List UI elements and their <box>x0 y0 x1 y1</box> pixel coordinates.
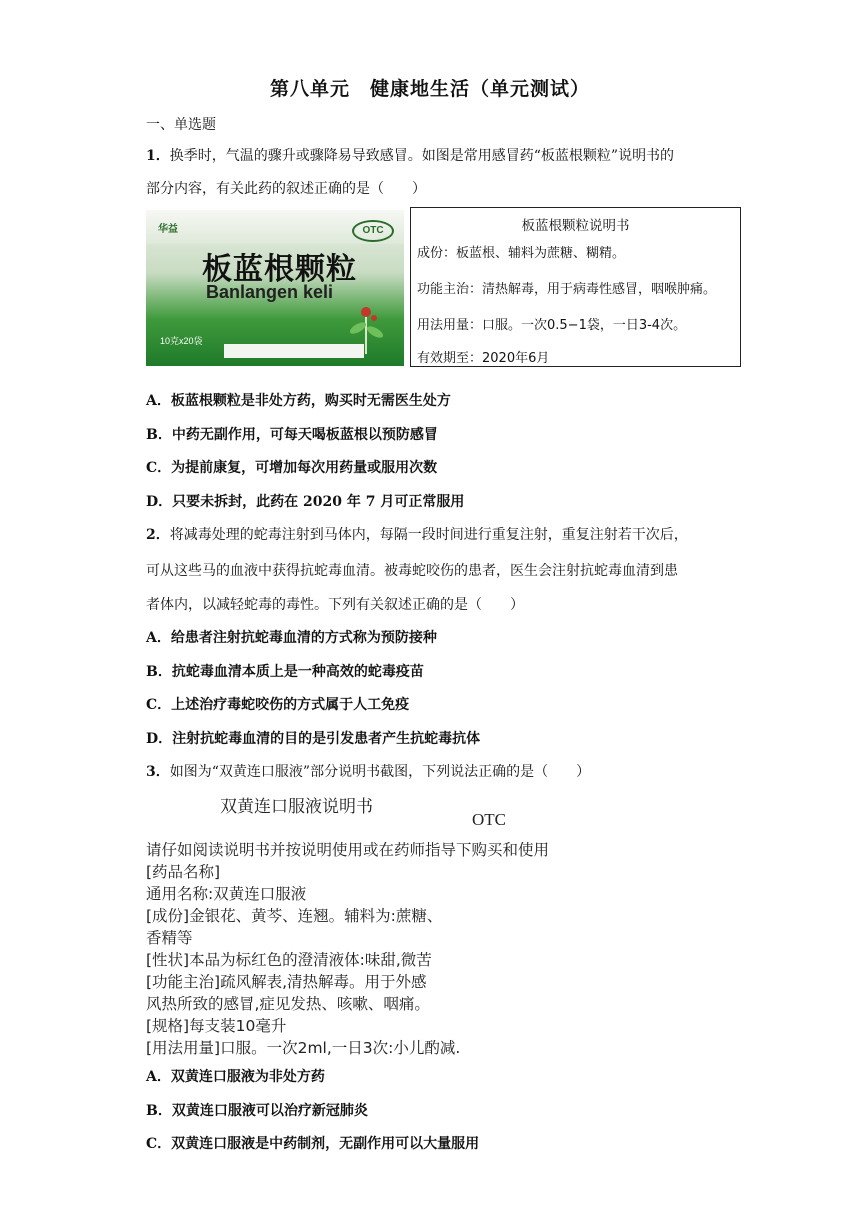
box-name-en: Banlangen keli <box>206 282 334 302</box>
leaflet-title: 双黄连口服液说明书 <box>220 797 373 817</box>
box-brand: 华益 <box>158 224 178 235</box>
info-row-dosage: 用法用量：口服。一次0.5−1袋，一日3-4次。 <box>417 318 687 333</box>
leaflet-otc: OTC <box>472 810 506 829</box>
leaflet-line: [用法用量]口服。一次2ml,一日3次:小儿酌减. <box>146 1039 461 1057</box>
leaflet-line: 香精等 <box>146 929 193 947</box>
otc-badge: OTC <box>352 220 394 242</box>
q1-stem-line2: 部分内容，有关此药的叙述正确的是（ ） <box>146 181 426 197</box>
shuanghuanglian-leaflet-image <box>146 788 616 1056</box>
q3-option-c: C．双黄连口服液是中药制剂，无副作用可以大量服用 <box>146 1136 480 1152</box>
leaflet-line: [成份]金银花、黄芩、连翘。辅料为:蔗糖、 <box>146 907 443 925</box>
q3-option-a: A．双黄连口服液为非处方药 <box>146 1069 325 1085</box>
q2-stem-line1 <box>146 524 688 544</box>
q3-text-1: 如图为“双黄连口服液”部分说明书截图，下列说法正确的是（ ） <box>169 764 591 780</box>
leaflet-line: [性状]本品为标红色的澄清液体:味甜,微苦 <box>146 951 432 969</box>
leaflet-line: [药品名称] <box>146 863 221 881</box>
q1-option-c: C．为提前康复，可增加每次用药量或服用次数 <box>146 460 438 476</box>
q2-stem-line3: 者体内，以减轻蛇毒的毒性。下列有关叙述正确的是（ ） <box>146 597 524 613</box>
info-title: 板蓝根颗粒说明书 <box>521 218 630 234</box>
q1-text-1: 换季时，气温的骤升或骤降易导致感冒。如图是常用感冒药“板蓝根颗粒”说明书的 <box>169 148 675 164</box>
q3-stem-line1 <box>146 761 590 781</box>
info-row-indications: 功能主治：清热解毒，用于病毒性感冒，咽喉肿痛。 <box>417 282 717 297</box>
q2-option-a: A．给患者注射抗蛇毒血清的方式称为预防接种 <box>146 630 437 646</box>
info-row-expiry: 有效期至：2020年6月 <box>417 351 550 366</box>
q1-option-d: D．只要未拆封，此药在 2020 年 7 月可正常服用 <box>146 494 465 510</box>
q1-option-a: A．板蓝根颗粒是非处方药，购买时无需医生处方 <box>146 393 451 409</box>
q2-number: 2． <box>146 527 170 543</box>
q2-option-d: D．注射抗蛇毒血清的目的是引发患者产生抗蛇毒抗体 <box>146 731 481 747</box>
leaflet-line: [规格]每支装10毫升 <box>146 1017 287 1035</box>
banlangen-info-box <box>410 207 741 367</box>
leaflet-line: 通用名称:双黄连口服液 <box>146 885 307 903</box>
box-maker-band <box>224 344 364 358</box>
q2-text-1: 将减毒处理的蛇毒注射到马体内，每隔一段时间进行重复注射，重复注射若干次后， <box>169 527 688 543</box>
page-title: 第八单元 健康地生活（单元测试） <box>269 78 590 100</box>
info-row-ingredients: 成份：板蓝根、辅料为蔗糖、糊精。 <box>417 246 626 261</box>
q2-option-c: C．上述治疗毒蛇咬伤的方式属于人工免疫 <box>146 697 410 713</box>
box-name-cn: 板蓝根颗粒 <box>202 252 357 287</box>
leaflet-line: 请仔如阅读说明书并按说明使用或在药师指导下购买和使用 <box>146 841 550 859</box>
leaflet-line: [功能主治]疏风解表,清热解毒。用于外感 <box>146 973 427 991</box>
q3-option-b: B．双黄连口服液可以治疗新冠肺炎 <box>146 1103 368 1119</box>
section-heading: 一、单选题 <box>146 117 216 133</box>
q2-option-b: B．抗蛇毒血清本质上是一种高效的蛇毒疫苗 <box>146 664 424 680</box>
q3-number: 3． <box>146 764 170 780</box>
box-spec: 10克x20袋 <box>160 336 203 346</box>
leaflet-line: 风热所致的感冒,症见发热、咳嗽、咽痛。 <box>146 995 430 1013</box>
banlangen-box-image <box>146 210 404 366</box>
q1-stem-line1 <box>146 145 674 165</box>
q1-option-b: B．中药无副作用，可每天喝板蓝根以预防感冒 <box>146 427 438 443</box>
q1-number: 1． <box>146 148 170 164</box>
q2-stem-line2: 可从这些马的血液中获得抗蛇毒血清。被毒蛇咬伤的患者，医生会注射抗蛇毒血清到患 <box>146 563 678 579</box>
